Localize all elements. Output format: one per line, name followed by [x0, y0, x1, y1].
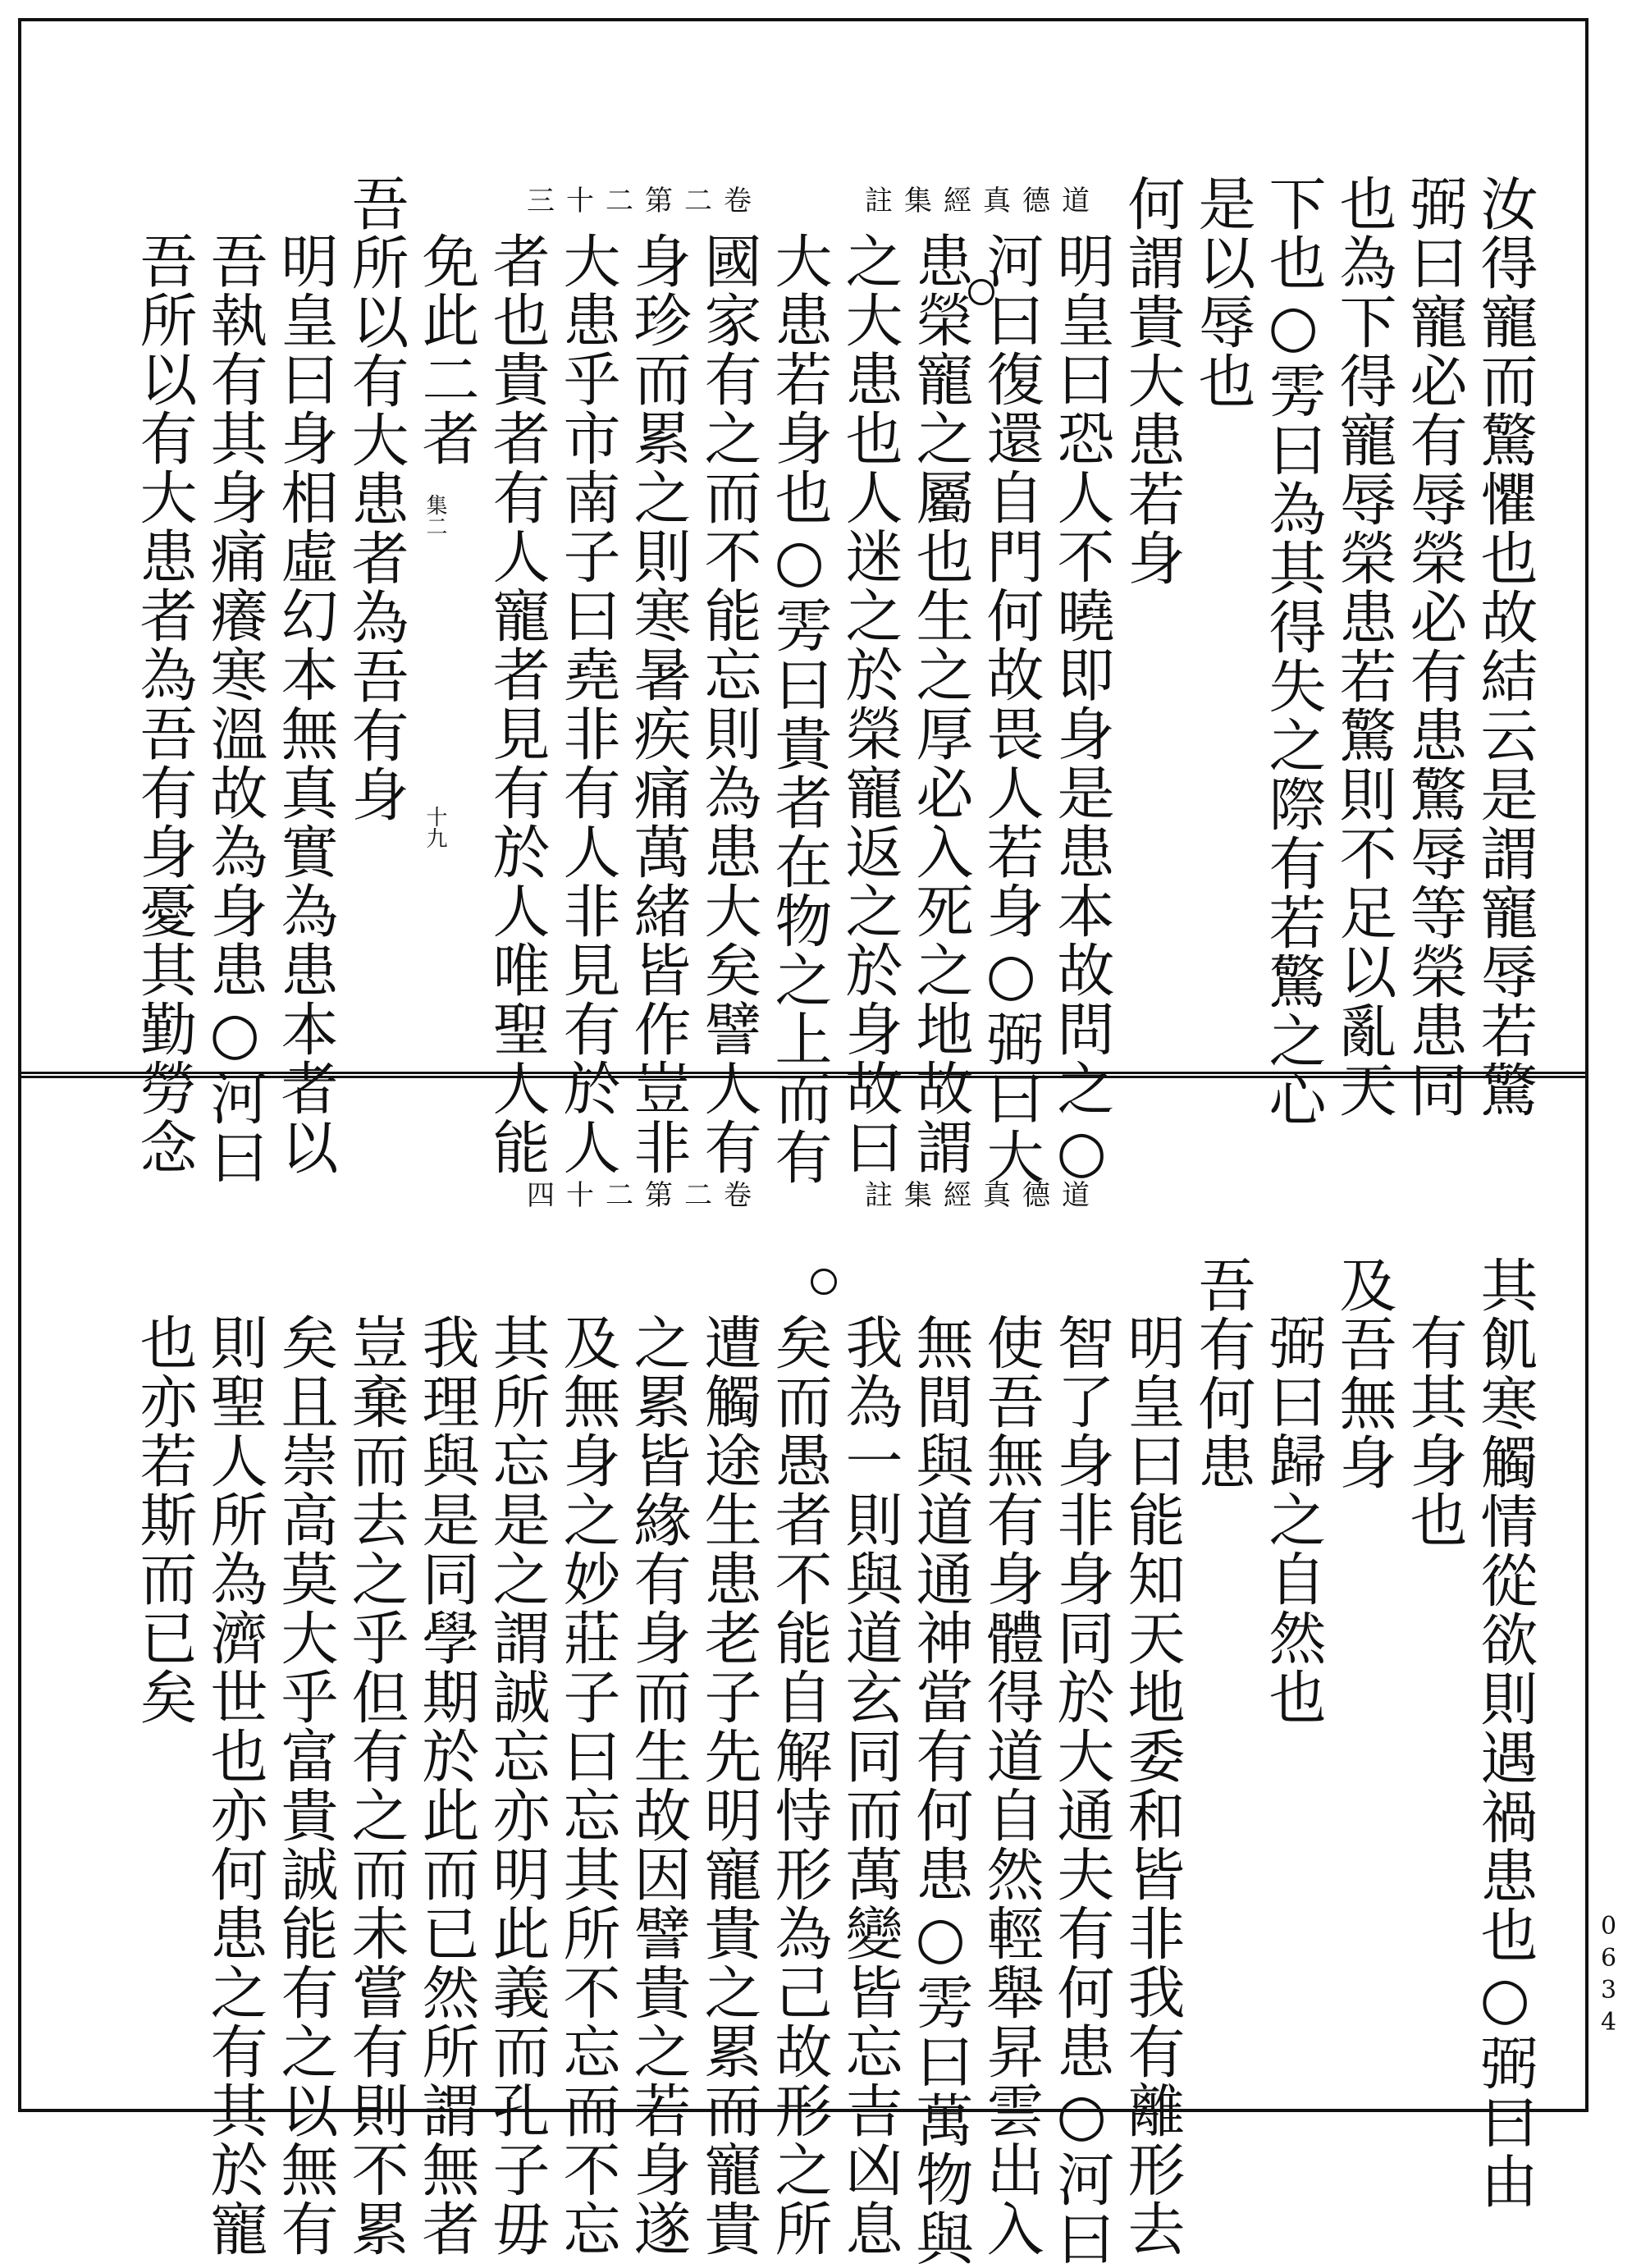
- bottom-col-9: 無間與道通神當有何患○雱曰萬物與: [907, 1313, 974, 2268]
- top-col-18: 明皇曰身相虛幻本無真實為患本者以: [272, 231, 339, 1177]
- top-col-8: 河曰復還自門何故畏人若身○弼曰大: [977, 231, 1044, 1187]
- top-col-15: 者也貴者有人寵者見有於人唯聖人能: [483, 231, 551, 1177]
- bottom-leaf: [18, 1075, 1588, 2268]
- top-header-volume: 卷二第二十三: [527, 184, 763, 217]
- top-col-20: 吾所以有大患者為吾有身憂其勤勞念: [130, 231, 198, 1177]
- top-leaf: [18, 18, 1588, 1187]
- top-col-5: 是以辱也: [1189, 174, 1256, 410]
- top-col-10: 之大患也人迷之於榮寵返之於身故曰: [836, 231, 903, 1177]
- bottom-col-10: 我為一則與道玄同而萬變皆忘吉凶息: [836, 1313, 903, 2258]
- top-col-16: 免此二者: [413, 231, 480, 468]
- top-col-19: 吾執有其身痛癢寒溫故為身患○河曰: [201, 231, 268, 1187]
- bottom-col-11: 矣而愚者不能自解恃形為己故形之所: [766, 1313, 833, 2258]
- bottom-col-20: 也亦若斯而已矣: [130, 1313, 198, 1726]
- bottom-text-columns: [128, 1255, 1539, 2268]
- top-col-7: 明皇曰恐人不曉即身是患本故問之○: [1048, 231, 1115, 1187]
- bottom-header-title: 道德真經集註: [865, 1178, 1101, 1212]
- top-col-6: 何謂貴大患若身: [1118, 174, 1186, 588]
- bottom-col-19: 則聖人所為濟世也亦何患之有其於寵: [201, 1313, 268, 2258]
- page-number: 0634: [1594, 1912, 1623, 2040]
- top-margin-note: 集二: [423, 494, 447, 537]
- bottom-col-3: 及吾無身: [1330, 1255, 1397, 1492]
- bottom-col-15: 其所忘是之謂誠忘亦明此義而孔子毋: [483, 1313, 551, 2258]
- bottom-col-6: 明皇曰能知天地委和皆非我有離形去: [1118, 1313, 1186, 2258]
- top-col-11: 大患若身也○雱曰貴者在物之上而有: [766, 231, 833, 1187]
- top-col-13: 身珍而累之則寒暑疾痛萬緒皆作豈非: [624, 231, 692, 1177]
- bottom-col-5: 吾有何患: [1189, 1255, 1256, 1492]
- top-col-3: 也為下得寵辱榮患若驚則不足以亂天: [1330, 174, 1397, 1119]
- bottom-col-1: 其飢寒觸情從欲則遇禍患也○弼曰由: [1471, 1255, 1538, 2211]
- bottom-col-16: 我理與是同學期於此而已然所謂無者: [413, 1313, 480, 2258]
- bottom-col-4: 弼曰歸之自然也: [1259, 1313, 1327, 1726]
- top-col-4: 下也○雱曰為其得失之際有若驚之心: [1259, 174, 1327, 1129]
- top-margin-folio: 十九: [423, 806, 447, 848]
- top-col-14: 大患乎市南子曰堯非有人非見有於人: [554, 231, 621, 1177]
- top-text-columns: [128, 174, 1539, 1187]
- bottom-col-2: 有其身也: [1401, 1313, 1468, 1549]
- top-col-12: 國家有之而不能忘則為患大矣譬人有: [695, 231, 762, 1177]
- top-header-title: 道德真經集註: [865, 184, 1101, 217]
- top-col-1: 汝得寵而驚懼也故結云是謂寵辱若驚: [1471, 174, 1538, 1119]
- top-col-9: 患榮寵之屬也生之厚必入死之地故謂: [907, 231, 974, 1177]
- bottom-col-7: 智了身非身同於大通夫有何患○河曰: [1048, 1313, 1115, 2268]
- bottom-col-12: 遭觸途生患老子先明寵貴之累而寵貴: [695, 1313, 762, 2258]
- top-col-2: 弼曰寵必有辱榮必有患驚辱等榮患同: [1401, 174, 1468, 1119]
- bottom-col-18: 矣且崇高莫大乎富貴誠能有之以無有: [272, 1313, 339, 2258]
- bottom-header: [527, 1172, 1101, 1213]
- bottom-col-17: 豈棄而去之乎但有之而未嘗有則不累: [342, 1313, 409, 2258]
- top-col-17: 吾所以有大患者為吾有身: [342, 174, 409, 824]
- bottom-col-8: 使吾無有身體得道自然輕舉昇雲出入: [977, 1313, 1044, 2258]
- bottom-col-13: 之累皆緣有身而生故因譬貴之若身遂: [624, 1313, 692, 2258]
- bottom-col-14: 及無身之妙莊子曰忘其所不忘而不忘: [554, 1313, 621, 2258]
- bottom-header-volume: 卷二第二十四: [527, 1178, 763, 1212]
